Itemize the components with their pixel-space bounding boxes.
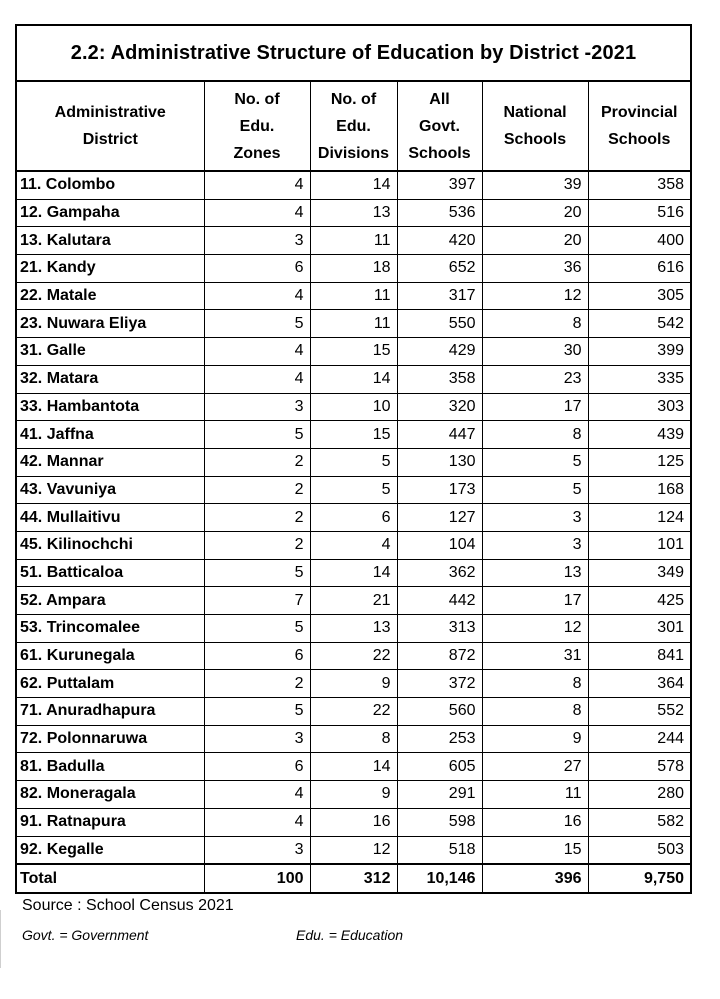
cell-all: 130	[397, 448, 482, 476]
cell-all: 173	[397, 476, 482, 504]
cell-zones: 5	[204, 421, 310, 449]
page-edge-mark	[0, 910, 5, 968]
cell-zones: 7	[204, 587, 310, 615]
cell-divisions: 11	[310, 282, 397, 310]
cell-zones: 3	[204, 393, 310, 421]
cell-district: 82. Moneragala	[17, 781, 204, 809]
cell-zones: 4	[204, 365, 310, 393]
cell-provincial: 9,750	[588, 864, 690, 892]
table-row	[17, 698, 690, 726]
district-table	[17, 82, 690, 892]
table-row	[17, 531, 690, 559]
cell-divisions: 14	[310, 365, 397, 393]
table-row	[17, 255, 690, 283]
table-row	[17, 282, 690, 310]
table-row	[17, 393, 690, 421]
cell-divisions: 21	[310, 587, 397, 615]
cell-provincial: 301	[588, 615, 690, 643]
cell-zones: 5	[204, 615, 310, 643]
cell-provincial: 503	[588, 836, 690, 864]
cell-all: 420	[397, 227, 482, 255]
cell-provincial: 349	[588, 559, 690, 587]
header-line: National	[503, 104, 567, 121]
cell-national: 23	[482, 365, 588, 393]
cell-zones: 5	[204, 698, 310, 726]
cell-divisions: 5	[310, 476, 397, 504]
cell-provincial: 125	[588, 448, 690, 476]
cell-zones: 2	[204, 448, 310, 476]
cell-national: 8	[482, 310, 588, 338]
cell-zones: 3	[204, 836, 310, 864]
cell-divisions: 14	[310, 753, 397, 781]
cell-national: 8	[482, 698, 588, 726]
table-row	[17, 338, 690, 366]
cell-district: 31. Galle	[17, 338, 204, 366]
cell-district: 52. Ampara	[17, 587, 204, 615]
cell-zones: 4	[204, 338, 310, 366]
table-row	[17, 171, 690, 199]
table-row	[17, 559, 690, 587]
cell-provincial: 305	[588, 282, 690, 310]
table-row	[17, 365, 690, 393]
cell-zones: 3	[204, 227, 310, 255]
cell-provincial: 542	[588, 310, 690, 338]
header-line: Administrative	[54, 104, 166, 121]
cell-district: 92. Kegalle	[17, 836, 204, 864]
cell-zones: 6	[204, 642, 310, 670]
cell-zones: 100	[204, 864, 310, 892]
cell-national: 3	[482, 531, 588, 559]
cell-district: 43. Vavuniya	[17, 476, 204, 504]
cell-provincial: 516	[588, 199, 690, 227]
table-row	[17, 310, 690, 338]
cell-national: 39	[482, 171, 588, 199]
cell-district: 81. Badulla	[17, 753, 204, 781]
cell-district: 42. Mannar	[17, 448, 204, 476]
cell-divisions: 15	[310, 338, 397, 366]
cell-divisions: 15	[310, 421, 397, 449]
cell-divisions: 4	[310, 531, 397, 559]
cell-provincial: 578	[588, 753, 690, 781]
cell-district: 33. Hambantota	[17, 393, 204, 421]
cell-zones: 4	[204, 199, 310, 227]
cell-all: 605	[397, 753, 482, 781]
cell-district: 62. Puttalam	[17, 670, 204, 698]
cell-all: 560	[397, 698, 482, 726]
abbreviation-note-govt: Govt. = Government	[22, 927, 149, 943]
cell-provincial: 582	[588, 808, 690, 836]
table-row	[17, 781, 690, 809]
cell-national: 3	[482, 504, 588, 532]
cell-provincial: 358	[588, 171, 690, 199]
cell-national: 8	[482, 421, 588, 449]
cell-all: 397	[397, 171, 482, 199]
header-provincial	[588, 82, 690, 171]
cell-all: 104	[397, 531, 482, 559]
cell-zones: 4	[204, 171, 310, 199]
cell-zones: 4	[204, 781, 310, 809]
cell-national: 27	[482, 753, 588, 781]
cell-all: 442	[397, 587, 482, 615]
cell-national: 396	[482, 864, 588, 892]
cell-district: 41. Jaffna	[17, 421, 204, 449]
cell-divisions: 312	[310, 864, 397, 892]
cell-divisions: 11	[310, 310, 397, 338]
table-row	[17, 587, 690, 615]
cell-all: 320	[397, 393, 482, 421]
header-line: Divisions	[317, 144, 390, 162]
cell-district: 51. Batticaloa	[17, 559, 204, 587]
cell-zones: 4	[204, 808, 310, 836]
cell-national: 16	[482, 808, 588, 836]
cell-provincial: 244	[588, 725, 690, 753]
cell-all: 652	[397, 255, 482, 283]
cell-district: 61. Kurunegala	[17, 642, 204, 670]
header-zones	[204, 82, 310, 171]
cell-all: 253	[397, 725, 482, 753]
table-row	[17, 725, 690, 753]
cell-national: 20	[482, 227, 588, 255]
cell-district: 71. Anuradhapura	[17, 698, 204, 726]
cell-district: 53. Trincomalee	[17, 615, 204, 643]
table-row	[17, 642, 690, 670]
cell-divisions: 9	[310, 670, 397, 698]
cell-all: 358	[397, 365, 482, 393]
cell-all: 550	[397, 310, 482, 338]
cell-divisions: 14	[310, 559, 397, 587]
cell-all: 291	[397, 781, 482, 809]
cell-provincial: 168	[588, 476, 690, 504]
cell-divisions: 13	[310, 615, 397, 643]
cell-divisions: 13	[310, 199, 397, 227]
table-row	[17, 476, 690, 504]
cell-divisions: 12	[310, 836, 397, 864]
cell-zones: 6	[204, 753, 310, 781]
cell-all: 429	[397, 338, 482, 366]
table-row	[17, 836, 690, 864]
cell-divisions: 14	[310, 171, 397, 199]
cell-district: 45. Kilinochchi	[17, 531, 204, 559]
header-line: No. of	[330, 90, 377, 108]
header-line: District	[82, 131, 138, 148]
cell-national: 5	[482, 448, 588, 476]
cell-zones: 5	[204, 310, 310, 338]
cell-national: 15	[482, 836, 588, 864]
cell-divisions: 5	[310, 448, 397, 476]
cell-national: 8	[482, 670, 588, 698]
cell-divisions: 22	[310, 698, 397, 726]
cell-provincial: 425	[588, 587, 690, 615]
cell-national: 11	[482, 781, 588, 809]
cell-national: 9	[482, 725, 588, 753]
cell-all: 372	[397, 670, 482, 698]
cell-national: 12	[482, 615, 588, 643]
cell-zones: 6	[204, 255, 310, 283]
header-line: Schools	[608, 131, 671, 148]
cell-provincial: 616	[588, 255, 690, 283]
cell-provincial: 399	[588, 338, 690, 366]
cell-district: 91. Ratnapura	[17, 808, 204, 836]
cell-district: 12. Gampaha	[17, 199, 204, 227]
cell-divisions: 16	[310, 808, 397, 836]
cell-all: 127	[397, 504, 482, 532]
table-title: 2.2: Administrative Structure of Education by District -2021	[17, 26, 690, 82]
cell-provincial: 101	[588, 531, 690, 559]
cell-all: 317	[397, 282, 482, 310]
cell-provincial: 364	[588, 670, 690, 698]
cell-national: 12	[482, 282, 588, 310]
cell-national: 13	[482, 559, 588, 587]
cell-divisions: 18	[310, 255, 397, 283]
header-line: Edu.	[336, 117, 371, 135]
header-line: All	[429, 90, 450, 108]
cell-all: 536	[397, 199, 482, 227]
header-line: Govt.	[419, 117, 460, 135]
cell-zones: 5	[204, 559, 310, 587]
header-line: Edu.	[239, 117, 275, 135]
abbreviation-note-edu: Edu. = Education	[296, 927, 404, 943]
cell-zones: 2	[204, 504, 310, 532]
cell-provincial: 841	[588, 642, 690, 670]
table-body	[17, 171, 690, 892]
table-row	[17, 615, 690, 643]
cell-provincial: 400	[588, 227, 690, 255]
cell-zones: 2	[204, 670, 310, 698]
cell-district: 13. Kalutara	[17, 227, 204, 255]
cell-divisions: 11	[310, 227, 397, 255]
cell-district: Total	[17, 864, 204, 892]
header-row	[17, 82, 690, 171]
table-row	[17, 753, 690, 781]
total-row	[17, 864, 690, 892]
cell-provincial: 303	[588, 393, 690, 421]
cell-national: 17	[482, 393, 588, 421]
cell-provincial: 124	[588, 504, 690, 532]
cell-all: 10,146	[397, 864, 482, 892]
header-line: Provincial	[601, 104, 678, 121]
cell-all: 872	[397, 642, 482, 670]
cell-divisions: 6	[310, 504, 397, 532]
cell-all: 362	[397, 559, 482, 587]
table-row	[17, 808, 690, 836]
cell-provincial: 439	[588, 421, 690, 449]
cell-national: 30	[482, 338, 588, 366]
cell-district: 11. Colombo	[17, 171, 204, 199]
cell-provincial: 335	[588, 365, 690, 393]
header-all-schools	[397, 82, 482, 171]
cell-provincial: 280	[588, 781, 690, 809]
cell-district: 22. Matale	[17, 282, 204, 310]
cell-all: 447	[397, 421, 482, 449]
header-divisions	[310, 82, 397, 171]
table-row	[17, 421, 690, 449]
cell-provincial: 552	[588, 698, 690, 726]
cell-divisions: 22	[310, 642, 397, 670]
table-row	[17, 227, 690, 255]
cell-national: 17	[482, 587, 588, 615]
cell-zones: 4	[204, 282, 310, 310]
cell-zones: 2	[204, 531, 310, 559]
table-row	[17, 448, 690, 476]
cell-district: 32. Matara	[17, 365, 204, 393]
cell-all: 598	[397, 808, 482, 836]
cell-district: 72. Polonnaruwa	[17, 725, 204, 753]
table-frame	[15, 24, 692, 894]
cell-national: 20	[482, 199, 588, 227]
table-row	[17, 199, 690, 227]
header-national	[482, 82, 588, 171]
source-note: Source : School Census 2021	[22, 897, 234, 914]
cell-divisions: 9	[310, 781, 397, 809]
header-line: Schools	[408, 144, 471, 162]
table-row	[17, 670, 690, 698]
cell-district: 23. Nuwara Eliya	[17, 310, 204, 338]
table-row	[17, 504, 690, 532]
header-district	[17, 82, 204, 171]
header-line: Schools	[503, 131, 567, 148]
cell-national: 31	[482, 642, 588, 670]
header-line: Zones	[233, 144, 281, 162]
cell-all: 313	[397, 615, 482, 643]
cell-national: 36	[482, 255, 588, 283]
cell-divisions: 10	[310, 393, 397, 421]
cell-all: 518	[397, 836, 482, 864]
cell-zones: 3	[204, 725, 310, 753]
cell-zones: 2	[204, 476, 310, 504]
cell-district: 44. Mullaitivu	[17, 504, 204, 532]
header-line: No. of	[234, 90, 280, 108]
cell-divisions: 8	[310, 725, 397, 753]
cell-district: 21. Kandy	[17, 255, 204, 283]
cell-national: 5	[482, 476, 588, 504]
